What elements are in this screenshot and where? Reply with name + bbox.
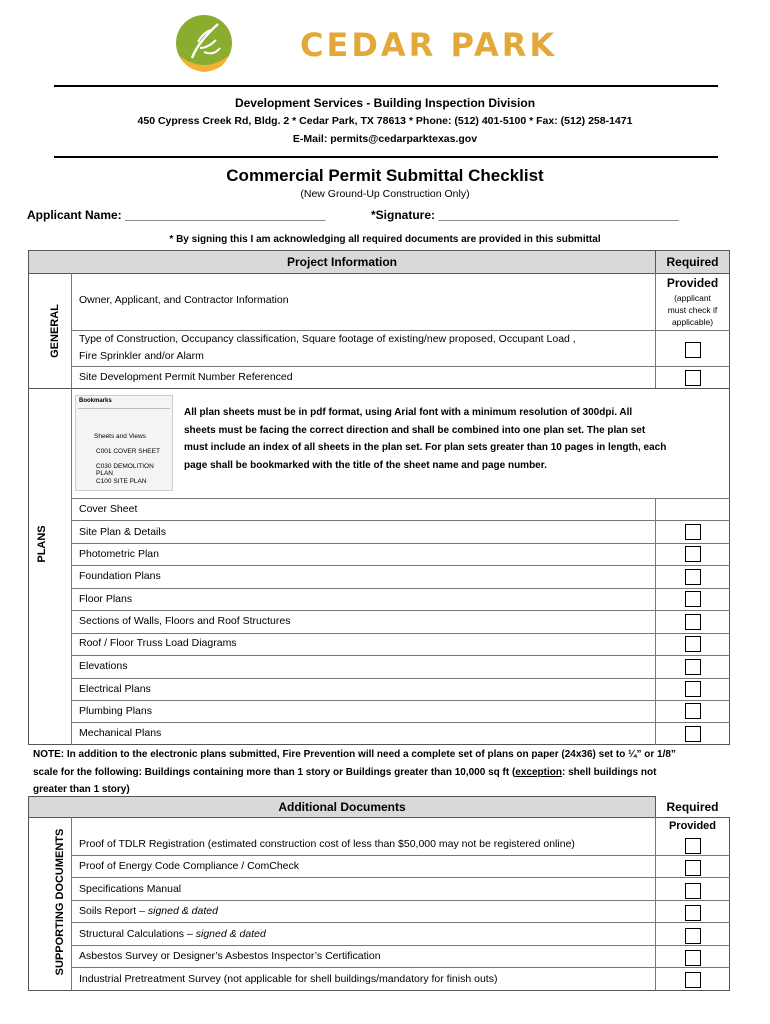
plan-row-cover-sheet: Cover Sheet	[79, 503, 138, 515]
checkbox-floor[interactable]	[685, 591, 701, 607]
leaf-circle-logo-icon	[174, 12, 234, 74]
plans-instruction: All plan sheets must be in pdf format, using Arial font with a minimum resolution of 300dpi. All sheets must be facing the correct direction and shall be combined into one plan set. The plan set must include an index of all sheets in the plan set. For plan sets greater than 10 pages in length, each page shall be bookmarked with the title of the sheet name and page number.	[184, 407, 667, 471]
division-email: E-Mail: permits@cedarparktexas.gov	[292, 133, 478, 145]
doc-row-asbestos: Asbestos Survey or Designer’s Asbestos Inspector’s Certification	[79, 950, 381, 962]
form-subtitle: (New Ground-Up Construction Only)	[300, 188, 470, 200]
bookmark-item-cover: C001 COVER SHEET	[96, 448, 160, 455]
division-address: 450 Cypress Creek Rd, Bldg. 2 * Cedar Park, TX 78613 * Phone: (512) 401-5100 * Fax: (512) 258-1471	[137, 115, 633, 127]
division-title: Development Services - Building Inspection Division	[234, 96, 536, 110]
checkbox-sections[interactable]	[685, 614, 701, 630]
bookmark-item-demolition: C030 DEMOLITION PLAN	[96, 463, 154, 477]
bookmark-panel-title: Bookmarks	[79, 398, 112, 404]
bookmark-item-sheets: Sheets and Views	[94, 433, 146, 440]
plan-row-sections: Sections of Walls, Floors and Roof Structures	[79, 615, 291, 627]
city-logo	[174, 12, 234, 74]
doc-row-soils-report: Soils Report – signed & dated	[79, 905, 218, 917]
checkbox-tdlr[interactable]	[685, 838, 701, 854]
applicant-name-field[interactable]: Applicant Name: ______________________________	[27, 208, 326, 222]
supporting-docs-section-label: SUPPORTING DOCUMENTS	[54, 828, 66, 976]
applicant-note: (applicant must check if applicable)	[667, 293, 718, 327]
plan-row-photometric: Photometric Plan	[79, 548, 159, 560]
doc-row-pretreatment: Industrial Pretreatment Survey (not applicable for shell buildings/mandatory for finish outs)	[79, 973, 498, 985]
general-row-site-permit: Site Development Permit Number Referenced	[79, 371, 293, 383]
fire-prevention-note: NOTE: In addition to the electronic plans submitted, Fire Prevention will need a complete set of plans on paper (24x36) set to ¼” or 1/8” scale for the following: Buildings containing more than 1 story or Buildings greater than 10,000 sq ft (exception: shell buildings not greater than 1 story)	[33, 749, 676, 795]
general-row-construction-1: Type of Construction, Occupancy classification, Square footage of existing/new proposed, Occupant Load ,	[79, 333, 576, 345]
additional-required-label: Required	[666, 800, 719, 814]
general-section-label: GENERAL	[49, 304, 61, 358]
brand-name: CEDAR PARK	[300, 26, 558, 64]
checkbox-photometric[interactable]	[685, 546, 701, 562]
acknowledgement-text: * By signing this I am acknowledging all required documents are provided in this submittal	[169, 234, 601, 245]
plan-row-electrical: Electrical Plans	[79, 683, 151, 695]
checkbox-mechanical[interactable]	[685, 726, 701, 742]
general-row-construction-2: Fire Sprinkler and/or Alarm	[79, 350, 204, 362]
plan-row-truss: Roof / Floor Truss Load Diagrams	[79, 637, 237, 649]
general-row-owner: Owner, Applicant, and Contractor Information	[79, 294, 289, 306]
project-info-title: Project Information	[286, 255, 397, 269]
required-label: Required	[666, 255, 719, 269]
checkbox-specifications[interactable]	[685, 883, 701, 899]
signature-field[interactable]: *Signature: ____________________________________	[371, 208, 679, 222]
checkbox-construction[interactable]	[685, 342, 701, 358]
plan-row-plumbing: Plumbing Plans	[79, 705, 152, 717]
plan-row-mechanical: Mechanical Plans	[79, 727, 162, 739]
checkbox-energy-code[interactable]	[685, 860, 701, 876]
plan-row-floor: Floor Plans	[79, 593, 133, 605]
checkbox-pretreatment[interactable]	[685, 972, 701, 988]
doc-row-specifications: Specifications Manual	[79, 883, 182, 895]
checkbox-electrical[interactable]	[685, 681, 701, 697]
checkbox-site-plan[interactable]	[685, 524, 701, 540]
doc-row-tdlr: Proof of TDLR Registration (estimated construction cost of less than $50,000 may not be registered online)	[79, 838, 575, 850]
additional-docs-title: Additional Documents	[278, 800, 406, 814]
checkbox-site-permit[interactable]	[685, 370, 701, 386]
doc-row-structural: Structural Calculations – signed & dated	[79, 928, 266, 940]
header-rule-bottom	[54, 156, 718, 158]
plans-section-label: PLANS	[36, 525, 48, 563]
doc-row-energy-code: Proof of Energy Code Compliance / ComCheck	[79, 860, 300, 872]
plan-row-site-plan: Site Plan & Details	[79, 526, 166, 538]
provided-label: Provided	[666, 276, 719, 290]
bookmark-panel-image	[75, 395, 173, 491]
header-rule-top	[54, 85, 718, 87]
checkbox-plumbing[interactable]	[685, 703, 701, 719]
plan-row-elevations: Elevations	[79, 660, 128, 672]
form-title: Commercial Permit Submittal Checklist	[226, 166, 544, 185]
plan-row-foundation: Foundation Plans	[79, 570, 161, 582]
additional-provided-label: Provided	[668, 820, 717, 832]
checkbox-soils-report[interactable]	[685, 905, 701, 921]
checkbox-truss[interactable]	[685, 636, 701, 652]
bookmark-item-site: C100 SITE PLAN	[96, 478, 147, 485]
checkbox-foundation[interactable]	[685, 569, 701, 585]
checkbox-elevations[interactable]	[685, 659, 701, 675]
checkbox-structural[interactable]	[685, 928, 701, 944]
checkbox-asbestos[interactable]	[685, 950, 701, 966]
